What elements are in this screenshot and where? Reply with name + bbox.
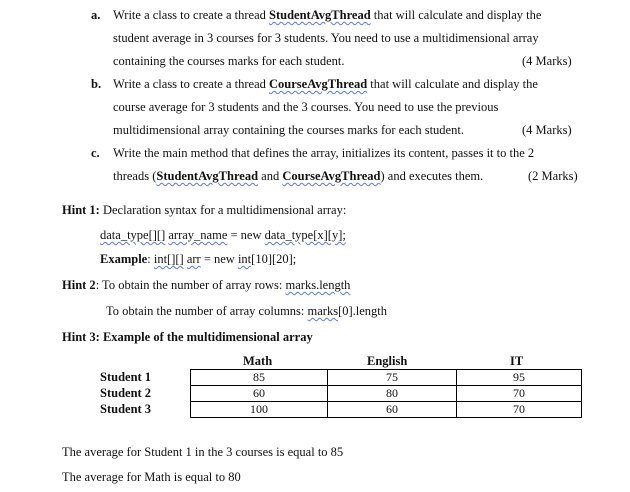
example-label: Example xyxy=(100,252,148,266)
item-c-marker: c. xyxy=(91,146,100,160)
table-cell: 85 xyxy=(191,370,328,386)
example-int: int xyxy=(237,252,252,266)
item-a-line1-post: that will calculate and display the xyxy=(370,8,542,22)
item-c-marks: (2 Marks) xyxy=(528,169,578,183)
table-cell: 70 xyxy=(457,386,582,402)
hint1-text: Declaration syntax for a multidimensional array: xyxy=(99,203,347,217)
item-c-line1: Write the main method that defines the array, initializes its content, passes it to the 2 xyxy=(113,146,535,160)
example-colon: : xyxy=(147,252,154,266)
syntax-alloc: data_type[x][y]; xyxy=(264,228,346,242)
item-b-line1-pre: Write a class to create a thread xyxy=(113,77,270,91)
result-math-average: The average for Math is equal to 80 xyxy=(62,470,241,484)
marks-table xyxy=(190,369,582,418)
hint2-cols-code-b: [0].length xyxy=(338,304,388,318)
hint2-cols-code-a: marks xyxy=(307,304,339,318)
item-a-line1-pre: Write a class to create a thread xyxy=(113,8,270,22)
header-english: English xyxy=(367,354,408,368)
item-b-line1 xyxy=(113,77,538,92)
header-it: IT xyxy=(510,354,524,368)
table-cell: 75 xyxy=(328,370,457,386)
item-b-classname: CourseAvgThread xyxy=(269,77,368,91)
table-cell: 60 xyxy=(328,402,457,418)
item-a-marks: (4 Marks) xyxy=(522,54,572,68)
table-cell: 95 xyxy=(457,370,582,386)
hint1-line xyxy=(62,203,346,218)
item-c-line2 xyxy=(113,169,483,184)
hint2-line xyxy=(62,278,350,293)
table-cell: 60 xyxy=(191,386,328,402)
example-type: int[][] xyxy=(153,252,184,266)
syntax-new: = new xyxy=(227,228,265,242)
hint1-label: Hint 1: xyxy=(62,203,100,217)
item-b-line2: course average for 3 students and the 3 courses. You need to use the previous xyxy=(113,100,499,114)
item-c-line2-mid: and xyxy=(258,169,283,183)
hint1-example xyxy=(100,252,296,267)
item-c-line2-pre: threads ( xyxy=(113,169,157,183)
table-row xyxy=(191,386,582,402)
hint1-syntax xyxy=(100,228,346,243)
item-b-marker: b. xyxy=(91,77,102,91)
table-row xyxy=(191,370,582,386)
hint2-label: Hint 2 xyxy=(62,278,96,292)
item-a-line1 xyxy=(113,8,541,23)
hint3-title: Hint 3: Example of the multidimensional array xyxy=(62,330,313,344)
item-c-line2-post: ) and executes them. xyxy=(380,169,484,183)
example-name: arr xyxy=(186,252,201,266)
header-math: Math xyxy=(243,354,273,368)
item-a-classname: StudentAvgThread xyxy=(269,8,371,22)
item-b-line3: multidimensional array containing the courses marks for each student. xyxy=(113,123,464,137)
example-new: = new xyxy=(200,252,238,266)
result-student-average: The average for Student 1 in the 3 courses is equal to 85 xyxy=(62,445,344,459)
syntax-name: array_name xyxy=(168,228,228,242)
hint2-cols-text: To obtain the number of array columns: xyxy=(106,304,308,318)
item-c-classname-1: StudentAvgThread xyxy=(156,169,259,183)
item-a-line3: containing the courses marks for each student. xyxy=(113,54,345,68)
hint2-text: : To obtain the number of array rows: xyxy=(95,278,286,292)
syntax-type: data_type[][] xyxy=(100,228,166,242)
hint2-rows-code: marks.length xyxy=(285,278,351,292)
item-b-marks: (4 Marks) xyxy=(522,123,572,137)
item-a-line2: student average in 3 courses for 3 students. You need to use a multidimensional array xyxy=(113,31,539,45)
table-row xyxy=(191,402,582,418)
item-b-line1-post: that will calculate and display the xyxy=(367,77,538,91)
table-cell: 70 xyxy=(457,402,582,418)
row-label-student-2: Student 2 xyxy=(100,386,152,400)
example-dims: [10][20]; xyxy=(251,252,297,266)
table-cell: 100 xyxy=(191,402,328,418)
item-c-classname-2: CourseAvgThread xyxy=(282,169,381,183)
table-cell: 80 xyxy=(328,386,457,402)
hint2-cols-line xyxy=(106,304,387,319)
row-label-student-1: Student 1 xyxy=(100,370,152,384)
row-label-student-3: Student 3 xyxy=(100,402,152,416)
item-a-marker: a. xyxy=(91,8,101,22)
